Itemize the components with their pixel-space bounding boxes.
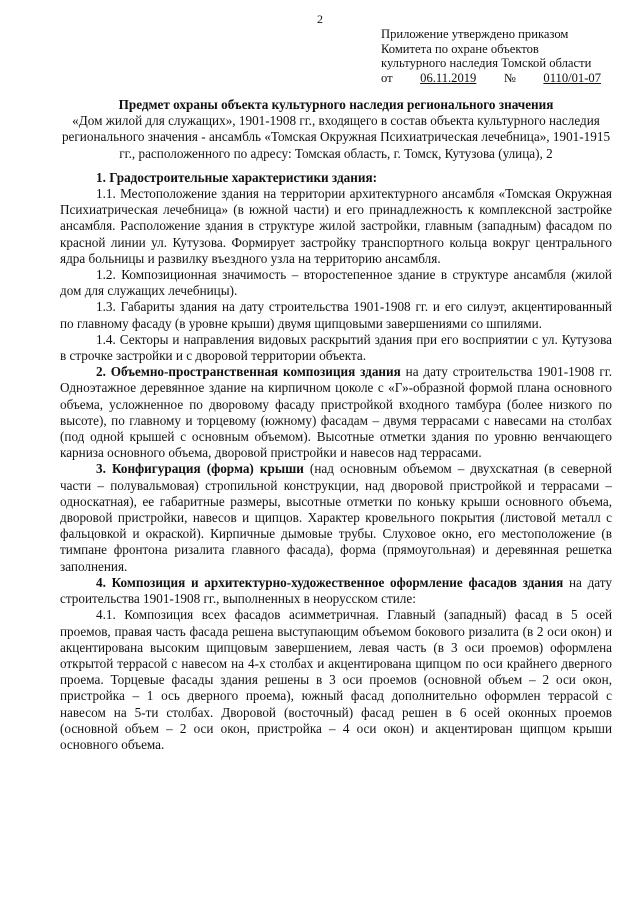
page-number: 2	[317, 12, 323, 26]
section-1-3: 1.3. Габариты здания на дату строительства 1901-1908 гг. и его силуэт, акцентированный по главному фасаду (в уровне крыши) двумя щипцовыми завершениями со шпилями.	[60, 299, 612, 331]
approval-date: 06.11.2019	[420, 70, 477, 85]
document-title: Предмет охраны объекта культурного наследия регионального значения	[118, 97, 554, 112]
approval-line-3: культурного наследия Томской области	[381, 56, 592, 71]
approval-number-label: №	[503, 70, 516, 85]
section-1-1: 1.1. Местоположение здания на территории архитектурного ансамбля «Томская Окружная Психиатрическая лечебница» (в южной части) и его принадлежность к комплексной застройке ансамбля. Расположение здания в структуре жилой застройки, главным (западным) фасадом по красной линии ул. Кутузова. Формирует застройку транспортного кольца вокруг центрального ядра больницы и развилку въездного узла на территорию ансамбля.	[60, 186, 612, 266]
approval-from-label: от	[381, 70, 393, 85]
section-1-2: 1.2. Композиционная значимость – второстепенное здание в структуре ансамбля (жилой дом для служащих лечебницы).	[60, 267, 612, 299]
section-4-1: 4.1. Композиция всех фасадов асимметричная. Главный (западный) фасад в 5 осей проемов, правая часть фасада решена выступающим объемом бокового ризалита (в 2 оси окон) и акцентирована высоким щипцовым завершением, левая часть (в 3 оси проемов) оформлена открытой террасой с навесом на 4-х столбах и акцентирована щипцом по оси крайнего дверного проема. Торцевые фасады здания решены в 3 оси проемов (основной объем – 2 оси окон, пристройка – 1 ось дверного проема), южный фасад дополнительно оформлен террасой с навесом на 5-ти столбах. Дворовой (восточный) фасад решен в 6 осей оконных проемов (основной объем – 2 оси окон, пристройка – 4 оси окон) и акцентирован щипцом крыши основного объема.	[60, 607, 612, 752]
approval-block	[381, 27, 601, 85]
document-subtitle: «Дом жилой для служащих», 1901-1908 гг., входящего в состав объекта культурного наследия регионального значения - ансамбль «Томская Окружная Психиатрическая лечебница», 1901-1915 гг., расположенного по адресу: Томская область, г. Томск, Кутузова (улица), 2	[61, 113, 611, 161]
approval-number: 0110/01-07	[543, 70, 601, 85]
section-2-heading: 2. Объемно-пространственная композиция здания	[96, 364, 401, 380]
approval-line-1: Приложение утверждено приказом	[381, 27, 569, 41]
section-4-text: на дату строительства 1901-1908 гг., выполненных в неорусском стиле:	[60, 574, 612, 607]
section-4-heading: 4. Композиция и архитектурно-художественное оформление фасадов здания	[96, 574, 564, 590]
section-3-text: (над основным объемом – двухскатная (в северной части – полувальмовая) стропильной конструкции, над дворовой пристройкой и террасами – односкатная), ее габаритные размеры, высотные отметки по коньку крыши основного объема, дворовой пристройки, навесов и щипцов. Характер кровельного покрытия (листовой металл с фальцовкой и окраской). Кирпичные дымовые трубы. Слуховое окно, его местоположение (в тимпане фронтона ризалита главного фасада), форма (прямоугольная) и деревянная решетка заполнения.	[60, 461, 612, 574]
section-2	[60, 364, 612, 461]
section-3-heading: 3. Конфигурация (форма) крыши	[96, 461, 304, 477]
approval-date-line	[381, 71, 601, 86]
section-3	[60, 461, 612, 574]
section-4	[60, 575, 612, 607]
section-1-heading: 1. Градостроительные характеристики здания:	[96, 169, 377, 185]
section-1-4: 1.4. Секторы и направления видовых раскрытий здания при его восприятии с ул. Кутузова в строчке застройки и с дворовой территории объекта.	[60, 331, 612, 364]
document-body	[60, 97, 612, 753]
approval-line-2: Комитета по охране объектов	[381, 41, 539, 56]
section-2-text: на дату строительства 1901-1908 гг. Одноэтажное деревянное здание на кирпичном цоколе с «Г»-образной формой плана основного объема, усложненное по дворовому фасаду пристройкой входного тамбура (более низкого по высоте), по главному и торцевому (южному) фасадам – двумя террасами с навесами на столбах (под одной крышей с основным объемом). Высотные отметки здания по уровню венчающего карниза основного объема, дворовой пристройки и навесов над террасами.	[60, 364, 612, 461]
